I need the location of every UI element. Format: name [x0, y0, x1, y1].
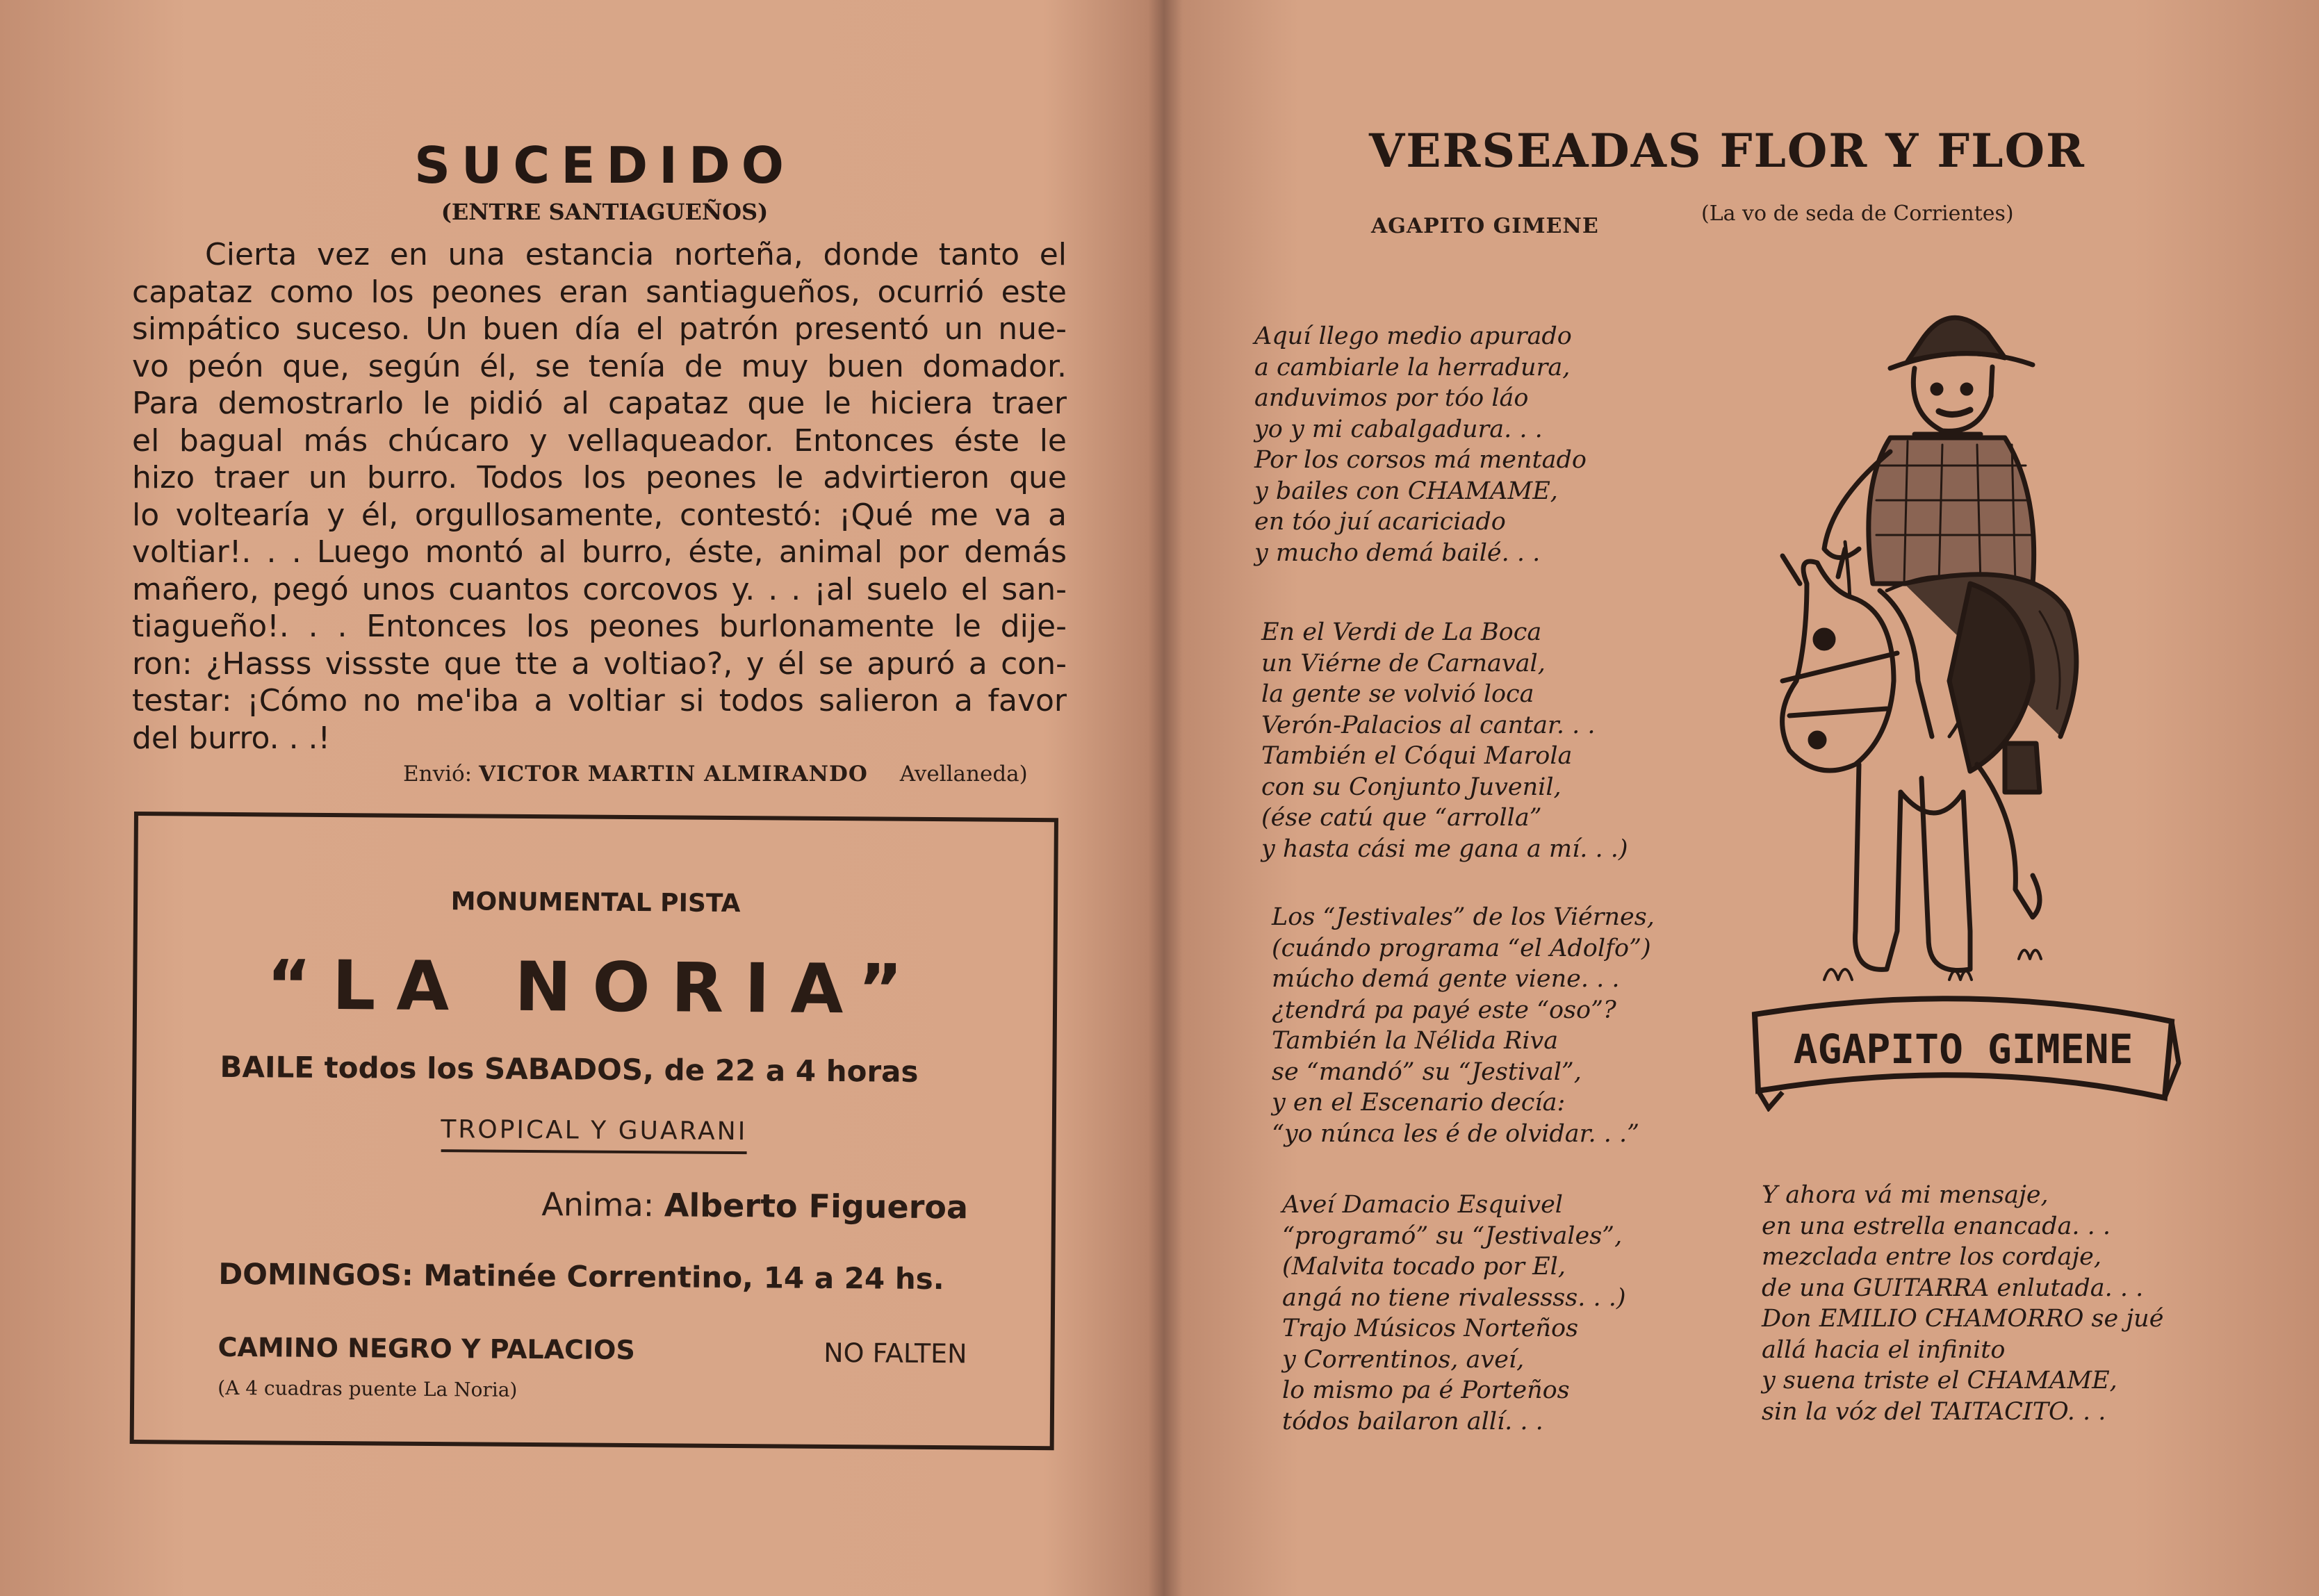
story-line: simpático suceso. Un buen día el patrón presentó un nue-: [132, 311, 1067, 347]
verse-line: (cuándo programa “el Adolfo”): [1272, 934, 1651, 962]
story-line: del burro. . .!: [132, 720, 331, 756]
verse-line: Verón-Palacios al cantar. . .: [1261, 711, 1596, 739]
sucedido-title: SUCEDIDO: [414, 136, 795, 195]
story-line: Cierta vez en una estancia norteña, donde tanto el: [205, 237, 1067, 272]
stanza-5: [1762, 1180, 2163, 1427]
author-name: AGAPITO GIMENE: [1371, 214, 1599, 238]
banner-text: AGAPITO GIMENE: [1793, 1026, 2133, 1073]
verse-line: un Viérne de Carnaval,: [1261, 649, 1546, 677]
ad-anima-name: Alberto Figueroa: [664, 1186, 969, 1226]
ad-venue-name: “LA NORIA”: [266, 946, 924, 1030]
story-line: capataz como los peones eran santiagueños, ocurrió este: [132, 274, 1067, 310]
verse-line: lo mismo pa é Porteños: [1282, 1376, 1570, 1404]
story-line: mañero, pegó unos cuantos corcovos y. . . ¡al suelo el san-: [132, 571, 1067, 607]
stanza-1: [1254, 321, 1587, 568]
verse-line: en tóo juí acariciado: [1254, 508, 1506, 536]
story-line: tiagueño!. . . Entonces los peones burlonamente le dije-: [132, 609, 1067, 644]
verseadas-title: VERSEADAS FLOR Y FLOR: [1369, 124, 2086, 178]
sender-name: VICTOR MARTIN ALMIRANDO: [479, 762, 868, 787]
ad-anima-label: Anima:: [541, 1185, 655, 1224]
verse-line: También el Cóqui Marola: [1261, 742, 1573, 770]
gaucho-horse-illustration: [1741, 292, 2186, 1112]
verse-line: anduvimos por tóo láo: [1254, 384, 1529, 412]
story-line: ron: ¿Hasss vissste que tte a voltiao?, y él se apuró a con-: [132, 645, 1067, 682]
story-line: voltiar!. . . Luego montó al burro, éste, animal por demás: [132, 534, 1067, 570]
sender-credit: [403, 762, 1028, 787]
story-line: testar: ¡Cómo no me'iba a voltiar si todos salieron a favor: [132, 683, 1067, 718]
author-note: (La vo de seda de Corrientes): [1701, 201, 2014, 226]
verse-line: y Correntinos, aveí,: [1282, 1345, 1525, 1374]
verse-line: “programó” su “Jestivales”,: [1282, 1221, 1623, 1250]
stanza-4: [1282, 1190, 1626, 1437]
left-page: [0, 0, 1159, 1596]
verse-line: se “mandó” su “Jestival”,: [1272, 1058, 1582, 1086]
ad-rhythms-text: TROPICAL Y GUARANI: [441, 1115, 747, 1154]
verse-line: y suena triste el CHAMAME,: [1762, 1367, 2117, 1395]
verse-line: (Malvita tocado por El,: [1282, 1253, 1566, 1281]
verse-line: Y ahora vá mi mensaje,: [1762, 1181, 2049, 1209]
verse-line: ¿tendrá pa payé este “oso”?: [1272, 996, 1616, 1024]
ad-pre-title: MONUMENTAL PISTA: [450, 887, 741, 919]
story-line: Para demostrarlo le pidió al capataz que le hiciera traer: [132, 386, 1067, 421]
verse-line: con su Conjunto Juvenil,: [1261, 773, 1562, 801]
sender-city: Avellaneda): [899, 762, 1028, 787]
verse-line: “yo núnca les é de olvidar. . .”: [1272, 1119, 1640, 1148]
verse-line: angá no tiene rivalessss. . .): [1282, 1283, 1626, 1312]
ad-domingos: DOMINGOS: Matinée Correntino, 14 a 24 hs.: [218, 1256, 944, 1297]
verse-line: Don EMILIO CHAMORRO se jué: [1762, 1305, 2164, 1333]
ad-rhythms: [136, 1113, 1052, 1148]
verse-line: de una GUITARRA enlutada. . .: [1762, 1274, 2144, 1302]
verse-line: la gente se volvió loca: [1261, 680, 1534, 708]
verse-line: y hasta cási me gana a mí. . .): [1261, 834, 1628, 863]
verse-line: (ése catú que “arrolla”: [1261, 804, 1542, 832]
verse-line: Trajo Músicos Norteños: [1282, 1315, 1579, 1342]
verse-line: allá hacia el infinito: [1762, 1335, 2006, 1364]
sender-prefix: Envió:: [403, 762, 473, 787]
story-text: [132, 236, 1067, 757]
verse-line: y bailes con CHAMAME,: [1254, 477, 1558, 505]
verse-line: En el Verdi de La Boca: [1261, 618, 1542, 646]
verse-line: Aveí Damacio Esquivel: [1282, 1191, 1563, 1219]
verse-line: sin la vóz del TAITACITO. . .: [1762, 1397, 2106, 1426]
ad-address: CAMINO NEGRO Y PALACIOS: [218, 1331, 635, 1366]
story-line: el bagual más chúcaro y vellaqueador. Entonces éste le: [132, 422, 1067, 459]
verse-line: y en el Escenario decía:: [1272, 1089, 1566, 1117]
verse-line: También la Nélida Riva: [1272, 1027, 1559, 1055]
stanza-2: [1261, 617, 1628, 864]
verse-line: tódos bailaron allí. . .: [1282, 1407, 1543, 1435]
sucedido-subtitle: (ENTRE SANTIAGUEÑOS): [441, 199, 769, 225]
verse-line: Aquí llego medio apurado: [1254, 322, 1572, 350]
ad-baile-schedule: BAILE todos los SABADOS, de 22 a 4 horas: [220, 1049, 919, 1089]
ad-address-note: (A 4 cuadras puente La Noria): [218, 1376, 518, 1401]
verse-line: múcho demá gente viene. . .: [1272, 965, 1620, 993]
verse-line: mezclada entre los cordaje,: [1762, 1243, 2102, 1271]
verse-line: Por los corsos má mentado: [1254, 446, 1587, 474]
right-page: [1174, 0, 2319, 1596]
ad-no-falten: NO FALTEN: [823, 1337, 967, 1369]
verse-line: Los “Jestivales” de los Viérnes,: [1272, 903, 1655, 931]
story-line: hizo traer un burro. Todos los peones le advirtieron que: [132, 460, 1067, 495]
verse-line: a cambiarle la herradura,: [1254, 353, 1571, 381]
ad-anima: [541, 1185, 968, 1226]
verse-line: y mucho demá bailé. . .: [1254, 538, 1541, 567]
story-line: lo voltearía y él, orgullosamente, contestó: ¡Qué me va a: [132, 497, 1067, 533]
story-line: vo peón que, según él, se tenía de muy buen domador.: [132, 348, 1067, 384]
stanza-3: [1272, 902, 1655, 1149]
verse-line: en una estrella enancada. . .: [1762, 1212, 2111, 1240]
verse-line: yo y mi cabalgadura. . .: [1254, 415, 1543, 443]
la-noria-advertisement: [130, 812, 1058, 1450]
